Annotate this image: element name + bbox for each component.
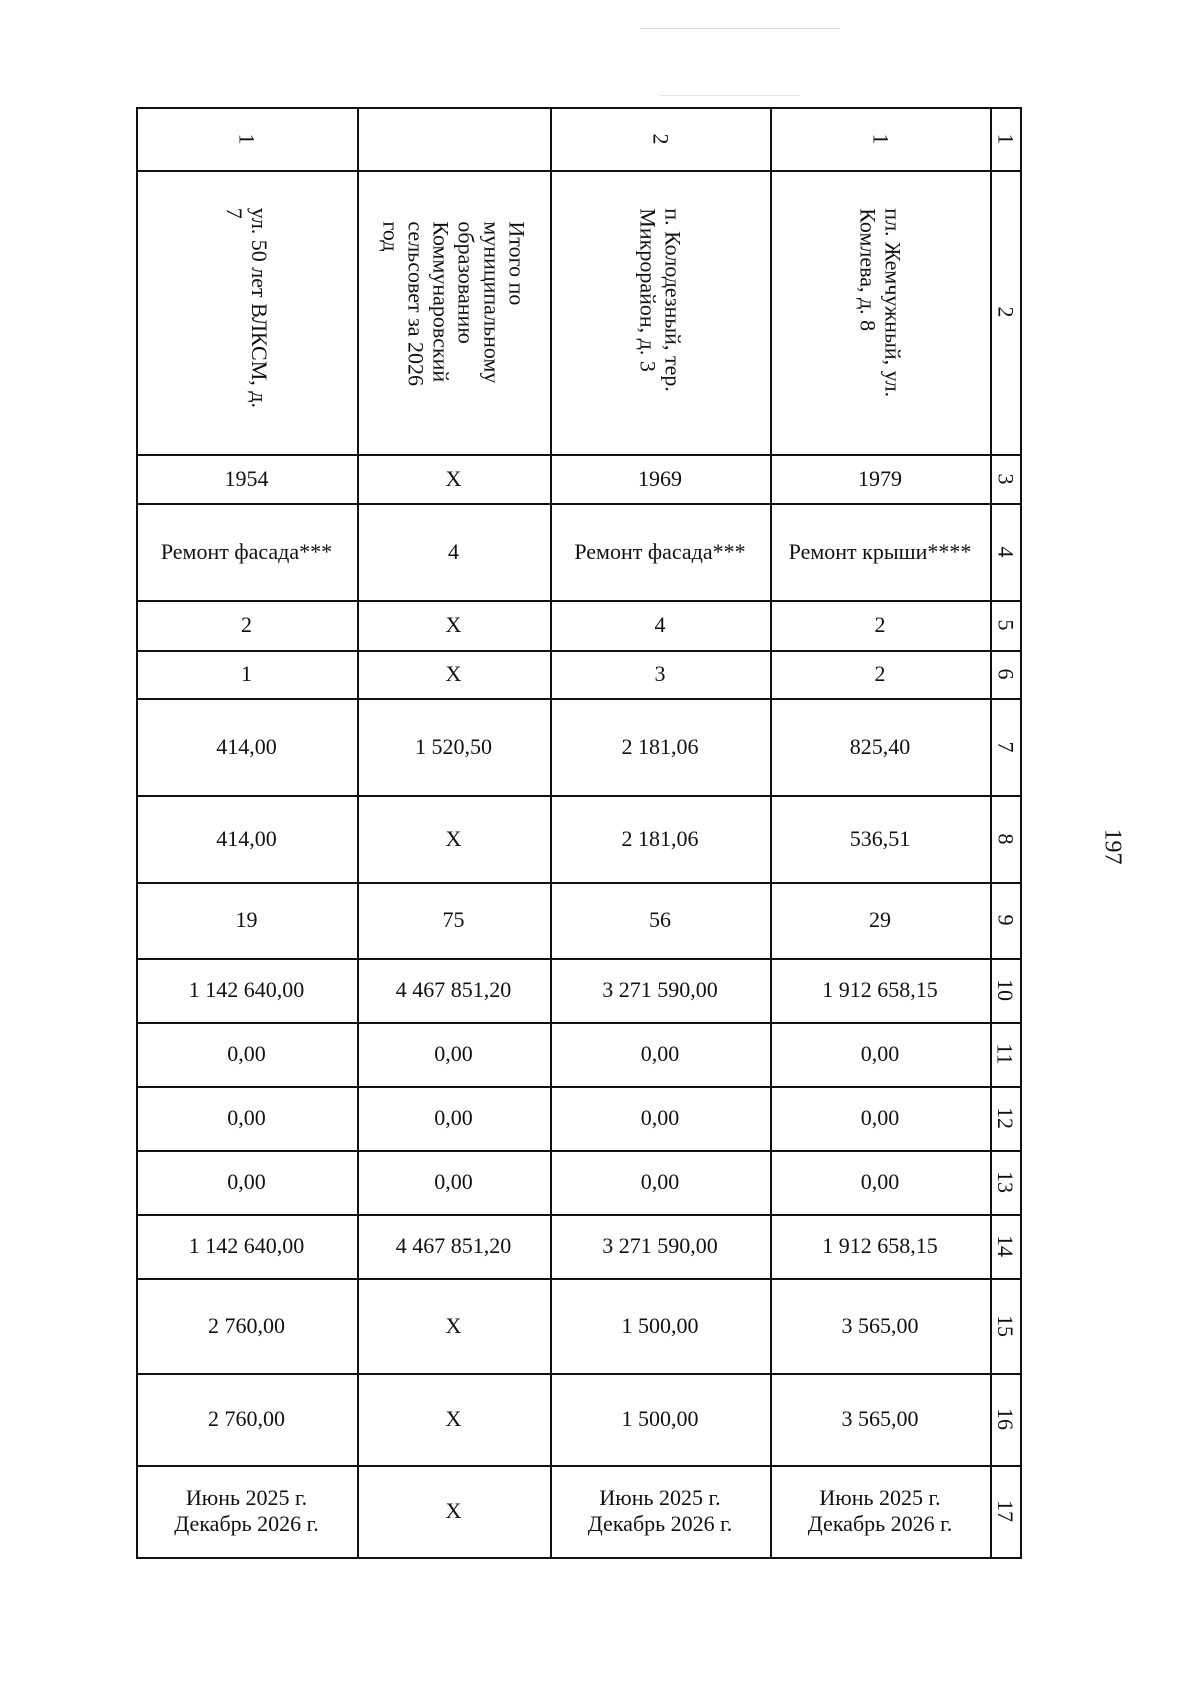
column-number-text: 17: [992, 1499, 1018, 1522]
scan-artifact: [640, 28, 840, 29]
column-number: [990, 1465, 1020, 1557]
address-text: пл. Жемчужный, ул. Комлева, д. 8: [855, 208, 906, 397]
table-cell-text: Х: [445, 1406, 462, 1432]
table-cell-text: 1 142 640,00: [188, 977, 305, 1003]
table-cell-text: 0,00: [434, 1041, 473, 1067]
address-text: ул. 50 лет ВЛКСМ, д. 7: [221, 207, 272, 408]
column-number: [990, 454, 1020, 503]
table-cell-text: Х: [445, 661, 462, 687]
row-index: [136, 107, 357, 170]
table-cell: [770, 698, 990, 795]
date-cell: [550, 1465, 770, 1557]
table-cell-text: 536,51: [849, 825, 911, 851]
date-line: Декабрь 2026 г.: [587, 1511, 733, 1536]
table-cell-text: 0,00: [227, 1105, 266, 1131]
table-cell-text: 3 565,00: [841, 1406, 919, 1432]
table-cell-text: 4 467 851,20: [395, 977, 512, 1003]
table-cell: [136, 1150, 357, 1214]
table-cell-text: 75: [442, 907, 465, 933]
column-number-text: 11: [992, 1043, 1018, 1065]
table-cell-text: Х: [445, 465, 462, 491]
column-number: [990, 170, 1020, 454]
column-number-text: 3: [992, 472, 1018, 484]
table-cell: [136, 1214, 357, 1278]
column-number: [990, 600, 1020, 650]
column-number-text: 8: [992, 832, 1018, 844]
table-cell-text: 0,00: [640, 1041, 680, 1067]
table-cell: [550, 698, 770, 795]
column-number: [990, 882, 1020, 958]
table-cell-text: 3 271 590,00: [602, 1233, 718, 1259]
address-text: п. Колодезный, тер. Микрорайон, д. 3: [635, 208, 686, 392]
table-cell: [357, 650, 550, 698]
column-number: [990, 1086, 1020, 1150]
table-cell: [136, 958, 357, 1022]
table-cell-text: 0,00: [640, 1169, 680, 1195]
table-cell: [550, 1086, 770, 1150]
table-cell-text: 1 500,00: [621, 1312, 699, 1338]
table-cell-text: Х: [445, 612, 462, 638]
table-cell-text: Ремонт фасада***: [160, 538, 333, 564]
column-number-text: 15: [992, 1314, 1018, 1337]
table-cell-text: 1 520,50: [415, 733, 492, 759]
date-line: Июнь 2025 г.: [819, 1485, 941, 1511]
row-index-text: 1: [867, 132, 893, 144]
table-cell: [550, 795, 770, 882]
date-cell: [357, 1465, 550, 1557]
column-number: [990, 650, 1020, 698]
table-cell-text: 825,40: [849, 733, 911, 759]
column-number-text: 4: [992, 545, 1018, 557]
column-number-text: 13: [992, 1170, 1018, 1193]
column-number: [990, 698, 1020, 795]
table-cell: [550, 882, 770, 958]
column-number: [990, 1278, 1020, 1373]
table-cell-text: 2: [874, 612, 886, 638]
column-number-text: 9: [992, 914, 1018, 926]
table-cell: [770, 454, 990, 503]
scan-artifact: [660, 95, 800, 96]
date-line: Июнь 2025 г.: [185, 1485, 308, 1511]
date-cell: [770, 1465, 990, 1557]
table-cell-text: 0,00: [434, 1105, 473, 1131]
address-text: Итого по муниципальному образованию Коммунаровский сельсовет за 2026 год: [377, 221, 530, 387]
table-cell-text: 1954: [224, 465, 269, 491]
table-cell: [357, 882, 550, 958]
table-cell-text: 2: [874, 661, 886, 687]
table-cell-text: 3: [654, 661, 666, 687]
date-cell: [136, 1465, 357, 1557]
column-number-text: 7: [992, 740, 1018, 752]
table-cell: [770, 650, 990, 698]
table-cell: [357, 1278, 550, 1373]
table-cell: [136, 882, 357, 958]
table-cell-text: Х: [445, 825, 462, 851]
date-line: Декабрь 2026 г.: [807, 1511, 953, 1536]
table-cell: [136, 1373, 357, 1465]
table-cell: [550, 1150, 770, 1214]
table-cell-text: 0,00: [860, 1105, 900, 1131]
table-cell-text: 0,00: [227, 1169, 266, 1195]
column-number: [990, 1150, 1020, 1214]
table-cell: [357, 1373, 550, 1465]
column-number: [990, 503, 1020, 600]
table-cell: [136, 1022, 357, 1086]
table-cell: [357, 454, 550, 503]
table-cell: [357, 698, 550, 795]
table-cell-text: 1 142 640,00: [188, 1233, 305, 1259]
table-cell-text: 2 181,06: [621, 733, 699, 759]
address: [776, 170, 984, 454]
row-index-text: 2: [647, 132, 673, 144]
address: [142, 170, 351, 454]
table-cell: [357, 1214, 550, 1278]
date-line: Х: [445, 1498, 462, 1524]
column-number-text: 16: [992, 1407, 1018, 1430]
table-cell: [550, 600, 770, 650]
column-number-text: 5: [992, 619, 1018, 631]
table-cell-text: 4 467 851,20: [395, 1233, 512, 1259]
table-cell: [136, 600, 357, 650]
column-number-text: 14: [992, 1234, 1018, 1257]
table-cell-text: 1 912 658,15: [822, 977, 938, 1003]
table-cell-text: 29: [869, 907, 891, 933]
table-cell: [357, 503, 550, 600]
table-cell: [550, 503, 770, 600]
table-cell-text: 2: [241, 612, 252, 638]
column-number-text: 6: [992, 668, 1018, 680]
table-cell: [770, 1278, 990, 1373]
table-cell: [770, 795, 990, 882]
table-cell: [136, 1086, 357, 1150]
row-index: [770, 107, 990, 170]
table-cell: [550, 1373, 770, 1465]
row-index: [550, 107, 770, 170]
table-cell-text: 2 760,00: [208, 1406, 285, 1432]
table-cell: [357, 600, 550, 650]
table-rule: [136, 1557, 1020, 1559]
column-number: [990, 1214, 1020, 1278]
table-cell: [136, 795, 357, 882]
table-cell-text: 0,00: [860, 1041, 900, 1067]
table-cell: [770, 1086, 990, 1150]
table-cell-text: 1: [241, 661, 252, 687]
table-cell-text: 414,00: [216, 733, 277, 759]
table-cell: [136, 650, 357, 698]
table-cell-text: 1969: [638, 465, 682, 491]
table-cell-text: 414,00: [216, 825, 277, 851]
table-cell: [550, 650, 770, 698]
table-cell-text: 1 912 658,15: [822, 1233, 938, 1259]
column-number: [990, 1373, 1020, 1465]
column-number: [990, 1022, 1020, 1086]
table-cell-text: 3 565,00: [841, 1312, 919, 1338]
table-cell-text: 19: [235, 907, 258, 933]
table-rule: [1020, 107, 1022, 1559]
column-number-text: 10: [992, 978, 1018, 1001]
table-cell-text: 0,00: [640, 1105, 680, 1131]
table-cell-text: Ремонт фасада***: [574, 538, 746, 564]
table-cell: [770, 1022, 990, 1086]
table-cell-text: 3 271 590,00: [602, 977, 718, 1003]
table-cell: [550, 454, 770, 503]
table-cell: [357, 1022, 550, 1086]
row-index-text: 1: [234, 132, 260, 144]
table-cell: [357, 795, 550, 882]
page-number: 197: [1099, 828, 1126, 864]
column-number-text: 1: [992, 132, 1018, 144]
column-number-text: 2: [992, 306, 1018, 318]
table-cell: [770, 503, 990, 600]
table-cell-text: Ремонт крыши****: [788, 538, 972, 564]
table-cell-text: 0,00: [434, 1169, 473, 1195]
table-cell: [770, 1214, 990, 1278]
column-number: [990, 795, 1020, 882]
date-line: Декабрь 2026 г.: [174, 1511, 319, 1536]
table-cell-text: 1 500,00: [621, 1406, 699, 1432]
table-cell: [357, 1086, 550, 1150]
table-cell: [550, 1278, 770, 1373]
column-number: [990, 958, 1020, 1022]
row-index: [357, 107, 550, 170]
table-cell: [770, 958, 990, 1022]
address: [363, 170, 544, 454]
address: [556, 170, 764, 454]
table-cell: [357, 1150, 550, 1214]
table-cell-text: 4: [654, 612, 666, 638]
table-cell: [136, 454, 357, 503]
table-cell: [550, 1214, 770, 1278]
table-cell-text: 0,00: [227, 1041, 266, 1067]
table-cell: [136, 503, 357, 600]
table-cell-text: 4: [448, 538, 459, 564]
table-cell: [770, 882, 990, 958]
table-cell-text: Х: [445, 1312, 462, 1338]
table-cell: [550, 1022, 770, 1086]
column-number-text: 12: [992, 1106, 1018, 1129]
table-cell-text: 2 760,00: [208, 1312, 285, 1338]
table-cell: [136, 698, 357, 795]
table-cell: [550, 958, 770, 1022]
table-cell: [357, 958, 550, 1022]
table-cell-text: 2 181,06: [621, 825, 699, 851]
table-cell-text: 56: [649, 907, 671, 933]
date-line: Июнь 2025 г.: [599, 1485, 721, 1511]
table-cell-text: 0,00: [860, 1169, 900, 1195]
table-cell-text: 1979: [858, 465, 902, 491]
table-cell: [770, 1150, 990, 1214]
table-cell: [770, 1373, 990, 1465]
column-number: [990, 107, 1020, 170]
table-cell: [136, 1278, 357, 1373]
table-cell: [770, 600, 990, 650]
